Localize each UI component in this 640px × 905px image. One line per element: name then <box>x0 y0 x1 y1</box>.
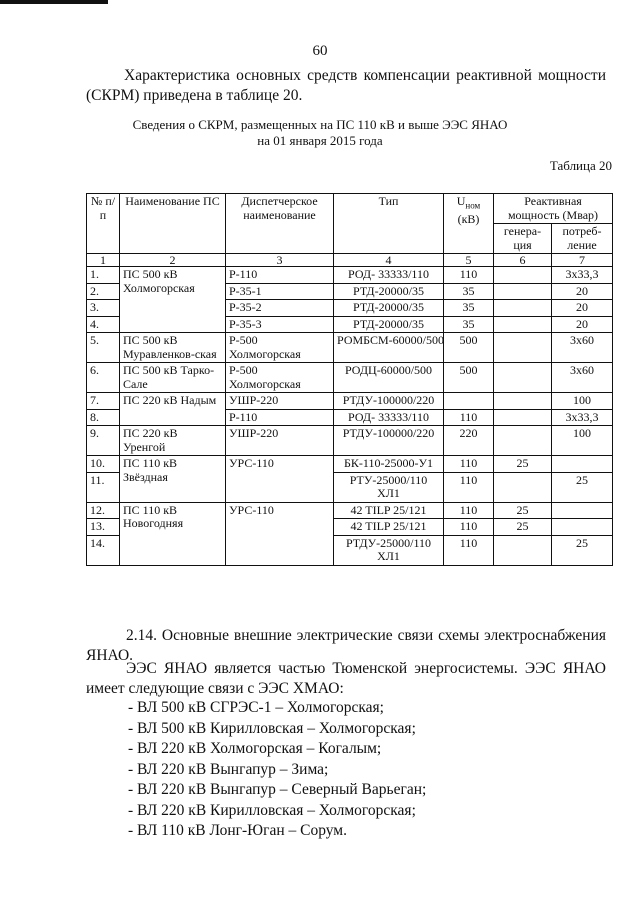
table-label: Таблица 20 <box>549 158 612 173</box>
intro-paragraph: Характеристика основных средств компенсации реактивной мощности (СКРМ) приведена в таблице 20. <box>86 67 606 104</box>
list-item: - ВЛ 220 кВ Вынгапур – Зима; <box>128 760 329 778</box>
column-numbers-row: 1 2 3 4 5 6 7 <box>87 254 613 267</box>
header-substation: Наименование ПС <box>120 194 226 254</box>
header-unom: $U_{ном}$ (кВ) <box>444 194 494 254</box>
table-row: 9. ПС 220 кВ Уренгой УШР-220 РТДУ-100000/220 220 100 <box>87 426 613 456</box>
table-row: 12. ПС 110 кВ Новогодняя УРС-110 42 TILP 25/121 110 25 <box>87 502 613 519</box>
dispatch-zvezdnaya: УРС-110 <box>226 456 334 503</box>
table-row: 2. Р-35-1 РТД-20000/35 35 20 <box>87 283 613 300</box>
list-item: - ВЛ 220 кВ Вынгапур – Северный Варьеган; <box>128 781 427 798</box>
substation-novogodnyaya: ПС 110 кВ Новогодняя <box>120 502 226 565</box>
list-item: - ВЛ 500 кВ Кирилловская – Холмогорская; <box>128 719 416 737</box>
page-number: 60 <box>312 43 328 59</box>
table-row: 13. 42 TILP 25/121 110 25 <box>87 519 613 536</box>
header-consumption: потреб-ление <box>552 224 613 254</box>
table-row: 4. Р-35-3 РТД-20000/35 35 20 <box>87 316 613 333</box>
table-row: 11. РТУ-25000/110 ХЛ1 110 25 <box>87 472 613 502</box>
substation-nadym: ПС 220 кВ Надым <box>120 393 226 426</box>
table-row: 14. РТДУ-25000/110 ХЛ1 110 25 <box>87 535 613 565</box>
list-item: - ВЛ 220 кВ Холмогорская – Когалым; <box>128 740 382 757</box>
header-reactive-power: Реактивная мощность (Мвар) <box>494 194 613 224</box>
substation-zvezdnaya: ПС 110 кВ Звёздная <box>120 456 226 503</box>
links-list <box>128 698 426 842</box>
table-row: 6. ПС 500 кВ Тарко-Сале Р-500 Холмогорская РОДЦ-60000/500 500 3х60 <box>87 363 613 393</box>
table-row: 3. Р-35-2 РТД-20000/35 35 20 <box>87 300 613 317</box>
table-row: 5. ПС 500 кВ Муравленков-ская Р-500 Холмогорская РОМБСМ-60000/500 500 3х60 <box>87 333 613 363</box>
list-item: - ВЛ 500 кВ СГРЭС-1 – Холмогорская; <box>128 699 384 716</box>
header-type: Тип <box>334 194 444 254</box>
header-num: № п/п <box>87 194 120 254</box>
table-row: 7. ПС 220 кВ Надым УШР-220 РТДУ-100000/220 100 <box>87 393 613 410</box>
list-item: - ВЛ 110 кВ Лонг-Юган – Сорум. <box>128 822 347 839</box>
header-dispatch-name: Диспетчерское наименование <box>226 194 334 254</box>
table-row: 10. ПС 110 кВ Звёздная УРС-110 БК-110-25000-У1 110 25 <box>87 456 613 473</box>
table-caption-line1: Сведения о СКРМ, размещенных на ПС 110 кВ и выше ЭЭС ЯНАО <box>132 117 508 132</box>
substation-kholmogorskaya: ПС 500 кВ Холмогорская <box>120 267 226 333</box>
skrm-table <box>86 193 613 566</box>
header-generation: генера-ция <box>494 224 552 254</box>
links-intro: ЭЭС ЯНАО является частью Тюменской энергосистемы. ЭЭС ЯНАО имеет следующие связи с ЭЭС ХМАО: <box>86 660 606 697</box>
list-item: - ВЛ 220 кВ Кирилловская – Холмогорская; <box>128 801 416 819</box>
dispatch-novogodnyaya: УРС-110 <box>226 502 334 565</box>
table-caption-line2: на 01 января 2015 года <box>257 133 383 148</box>
table-row: 1. ПС 500 кВ Холмогорская Р-110 РОД- 33333/110 110 3х33,3 <box>87 267 613 284</box>
top-rule <box>0 0 108 4</box>
table-row: 8. Р-110 РОД- 33333/110 110 3х33,3 <box>87 409 613 426</box>
section-heading: 2.14. Основные внешние электрические связи схемы электроснабжения ЯНАО. <box>86 627 606 664</box>
